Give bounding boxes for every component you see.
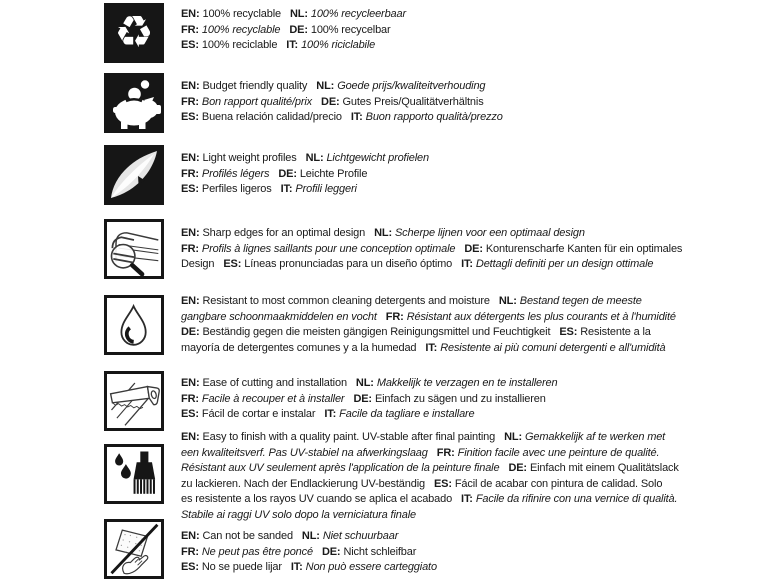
language-segment bbox=[181, 96, 312, 108]
language-segment bbox=[181, 431, 495, 443]
text-line bbox=[181, 310, 681, 326]
feature-text: 100% recyclable bbox=[201, 23, 281, 36]
language-label: NL: bbox=[305, 152, 324, 164]
text-line bbox=[181, 38, 681, 54]
language-segment bbox=[322, 546, 416, 558]
feature-descriptions bbox=[181, 529, 681, 576]
feature-text: Beständig gegen die meisten gängigen Reinigungsmittel und Feuchtigkeit bbox=[202, 326, 551, 338]
text-line bbox=[181, 167, 681, 183]
language-segment bbox=[461, 258, 653, 270]
feature-text: Easy to finish with a quality paint. UV-stable after final painting bbox=[202, 431, 496, 443]
language-segment bbox=[434, 478, 662, 490]
language-segment bbox=[181, 39, 277, 51]
feature-text: Non può essere carteggiato bbox=[305, 561, 437, 573]
magnifier-edge-icon-box bbox=[104, 219, 164, 279]
feature-text: Konturenscharfe Kanten für ein optimales bbox=[485, 242, 683, 255]
text-line bbox=[181, 529, 681, 545]
language-label: NL: bbox=[316, 80, 335, 92]
language-label: IT: bbox=[286, 39, 299, 51]
feature-descriptions bbox=[181, 376, 681, 423]
text-line bbox=[181, 79, 681, 95]
feature-text: Profils à lignes saillants pour une conception optimale bbox=[201, 242, 456, 255]
language-segment bbox=[286, 39, 375, 51]
feature-descriptions bbox=[181, 151, 681, 198]
language-segment bbox=[181, 227, 365, 239]
language-label: EN: bbox=[181, 8, 200, 20]
text-line bbox=[181, 560, 681, 576]
saw-icon-box bbox=[104, 371, 164, 431]
piggy-bank-icon bbox=[104, 73, 164, 133]
feature-text: Fácil de acabar con pintura de calidad. Solo bbox=[454, 477, 663, 490]
feature-text: 100% recycelbar bbox=[310, 23, 391, 36]
language-label: FR: bbox=[181, 23, 199, 36]
feature-text: Buena relación calidad/precio bbox=[201, 111, 342, 123]
language-segment bbox=[316, 80, 485, 92]
language-segment bbox=[290, 8, 406, 20]
feature-text: een kwaliteitsverf. Pas UV-stabiel na afwerkingslaag bbox=[181, 446, 428, 459]
feature-text: 100% reciclable bbox=[201, 39, 278, 51]
feature-text: es resistente a los rayos UV cuando se aplica el acabado bbox=[181, 493, 453, 505]
feature-text: Gemakkelijk af te werken met bbox=[525, 431, 666, 443]
feature-text: 100% riciclabile bbox=[301, 39, 376, 51]
feature-text: Profilés légers bbox=[201, 167, 270, 180]
feature-descriptions bbox=[181, 79, 681, 126]
language-segment bbox=[181, 168, 269, 180]
language-label: ES: bbox=[181, 408, 199, 420]
saw-icon bbox=[107, 374, 161, 428]
language-segment bbox=[181, 152, 297, 164]
language-segment bbox=[223, 258, 452, 270]
text-line bbox=[181, 407, 681, 423]
text-line bbox=[181, 23, 681, 39]
feature-text: Résistant aux UV seulement après l'application de la peinture finale bbox=[181, 462, 500, 474]
feature-text: Résistant aux détergents les plus courants et à l'humidité bbox=[406, 310, 676, 323]
language-label: FR: bbox=[385, 310, 404, 323]
language-segment bbox=[321, 96, 484, 108]
language-segment bbox=[559, 326, 650, 338]
language-segment bbox=[181, 377, 347, 389]
language-segment bbox=[356, 377, 558, 389]
feature-text: Light weight profiles bbox=[202, 152, 297, 164]
language-segment bbox=[181, 24, 280, 36]
language-segment bbox=[302, 530, 398, 542]
feature-descriptions bbox=[181, 294, 681, 356]
language-segment bbox=[181, 111, 342, 123]
feature-text: Nicht schleifbar bbox=[343, 545, 417, 558]
language-segment bbox=[181, 311, 377, 323]
feature-text: Goede prijs/kwaliteitverhouding bbox=[337, 80, 486, 92]
language-segment bbox=[181, 530, 293, 542]
language-segment bbox=[181, 408, 315, 420]
text-line bbox=[181, 477, 681, 493]
feature-text: Fácil de cortar e instalar bbox=[201, 408, 316, 420]
feature-text: Makkelijk te verzagen en te installeren bbox=[376, 377, 558, 389]
feature-text: Einfach zu sägen und zu installieren bbox=[374, 392, 546, 405]
language-label: IT: bbox=[280, 183, 293, 195]
feature-row-lightweight bbox=[104, 145, 704, 205]
feature-text: 100% recyclable bbox=[202, 8, 281, 20]
feature-descriptions bbox=[181, 226, 681, 273]
language-label: NL: bbox=[289, 8, 308, 20]
text-line bbox=[181, 341, 681, 357]
water-drop-icon-box bbox=[104, 295, 164, 355]
paint-brush-icon-box bbox=[104, 444, 164, 504]
language-label: DE: bbox=[278, 167, 297, 180]
text-line bbox=[181, 545, 681, 561]
language-label: ES: bbox=[181, 39, 199, 51]
language-label: DE: bbox=[321, 545, 341, 558]
text-line bbox=[181, 430, 681, 446]
feature-text: Design bbox=[181, 258, 215, 270]
language-segment bbox=[281, 183, 357, 195]
piggy-bank-icon-box bbox=[104, 73, 164, 133]
language-segment bbox=[181, 493, 452, 505]
language-label: EN: bbox=[181, 80, 200, 92]
language-segment bbox=[181, 80, 307, 92]
language-segment bbox=[425, 342, 665, 354]
language-segment bbox=[181, 295, 490, 307]
text-line bbox=[181, 182, 681, 198]
language-segment bbox=[306, 152, 429, 164]
language-segment bbox=[499, 295, 642, 307]
language-label: EN: bbox=[181, 431, 200, 443]
language-segment bbox=[461, 493, 677, 505]
feature-text: gangbare schoonmaakmiddelen en vocht bbox=[181, 310, 377, 323]
feature-text: Profili leggeri bbox=[295, 183, 357, 195]
feature-text: Lichtgewicht profielen bbox=[326, 152, 429, 164]
feature-text: Facile da rifinire con una vernice di qualità. bbox=[475, 493, 678, 505]
paint-brush-icon bbox=[107, 447, 161, 501]
feature-text: Budget friendly quality bbox=[202, 80, 308, 92]
language-segment bbox=[351, 111, 503, 123]
language-label: NL: bbox=[504, 431, 523, 443]
language-label: IT: bbox=[461, 258, 473, 270]
language-label: FR: bbox=[181, 242, 199, 255]
language-label: DE: bbox=[508, 462, 527, 474]
language-segment bbox=[278, 168, 367, 180]
text-line bbox=[181, 242, 681, 258]
text-line bbox=[181, 257, 681, 273]
language-label: NL: bbox=[374, 227, 392, 239]
language-label: DE: bbox=[289, 23, 308, 36]
text-line bbox=[181, 151, 681, 167]
language-segment bbox=[437, 447, 660, 459]
language-label: NL: bbox=[498, 295, 517, 307]
language-label: ES: bbox=[433, 477, 452, 490]
feature-text: Scherpe lijnen voor een optimaal design bbox=[395, 227, 585, 239]
language-label: FR: bbox=[181, 167, 199, 180]
feature-row-no-sanding bbox=[104, 519, 704, 579]
feature-text: Sharp edges for an optimal design bbox=[202, 227, 366, 239]
feature-text: Leichte Profile bbox=[299, 167, 368, 180]
language-label: IT: bbox=[324, 408, 337, 420]
feature-text: Finition facile avec une peinture de qualité. bbox=[457, 446, 660, 459]
language-label: FR: bbox=[181, 392, 199, 405]
language-segment bbox=[181, 393, 344, 405]
feature-row-paint-finish bbox=[104, 431, 704, 521]
text-line bbox=[181, 95, 681, 111]
text-line bbox=[181, 392, 681, 408]
feature-row-easy-cutting bbox=[104, 371, 704, 431]
language-segment bbox=[181, 447, 428, 459]
feature-text: Niet schuurbaar bbox=[322, 530, 399, 542]
feature-text: Stabile ai raggi UV solo dopo la verniciatura finale bbox=[181, 508, 416, 521]
magnifier-edge-icon bbox=[107, 222, 161, 276]
language-label: IT: bbox=[350, 111, 363, 123]
feature-text: Dettagli definiti per un design ottimale bbox=[475, 258, 654, 270]
feature-row-sharp-edges bbox=[104, 219, 704, 279]
language-segment bbox=[181, 258, 214, 270]
language-segment bbox=[181, 8, 281, 20]
language-segment bbox=[504, 431, 665, 443]
language-label: ES: bbox=[181, 561, 199, 573]
feature-text: Ease of cutting and installation bbox=[202, 377, 347, 389]
feature-descriptions bbox=[181, 7, 681, 54]
feature-text: Bestand tegen de meeste bbox=[519, 295, 642, 307]
text-line bbox=[181, 226, 681, 242]
text-line bbox=[181, 461, 681, 477]
language-segment bbox=[464, 243, 682, 255]
language-label: ES: bbox=[223, 258, 242, 270]
feature-text: Resistant to most common cleaning detergents and moisture bbox=[202, 295, 490, 307]
language-segment bbox=[181, 326, 550, 338]
language-label: EN: bbox=[181, 227, 200, 239]
water-drop-icon bbox=[107, 298, 161, 352]
feature-text: Gutes Preis/Qualitätverhältnis bbox=[342, 95, 484, 108]
language-segment bbox=[181, 561, 282, 573]
language-label: FR: bbox=[181, 545, 199, 558]
no-sanding-icon bbox=[107, 522, 161, 576]
language-segment bbox=[181, 183, 272, 195]
language-label: ES: bbox=[181, 183, 199, 195]
language-label: IT: bbox=[290, 561, 303, 573]
language-label: DE: bbox=[353, 392, 372, 405]
feature-text: Facile à recouper et à installer bbox=[201, 392, 345, 405]
language-label: EN: bbox=[181, 530, 200, 542]
language-segment bbox=[353, 393, 545, 405]
feature-text: Can not be sanded bbox=[202, 530, 293, 542]
text-line bbox=[181, 492, 681, 508]
language-label: NL: bbox=[355, 377, 374, 389]
language-segment bbox=[181, 478, 425, 490]
language-label: EN: bbox=[181, 295, 200, 307]
text-line bbox=[181, 376, 681, 392]
feather-icon bbox=[104, 145, 164, 205]
feature-row-detergent-resistant bbox=[104, 295, 704, 355]
feature-text: Ne peut pas être poncé bbox=[201, 545, 313, 558]
feature-row-recyclable bbox=[104, 3, 704, 63]
language-segment bbox=[181, 243, 455, 255]
language-label: ES: bbox=[559, 326, 578, 338]
language-segment bbox=[374, 227, 585, 239]
text-line bbox=[181, 325, 681, 341]
feature-descriptions bbox=[181, 430, 681, 523]
language-label: ES: bbox=[181, 111, 199, 123]
language-label: EN: bbox=[181, 377, 200, 389]
text-line bbox=[181, 446, 681, 462]
text-line bbox=[181, 294, 681, 310]
language-label: DE: bbox=[321, 95, 340, 108]
language-label: DE: bbox=[464, 242, 483, 255]
language-segment bbox=[508, 462, 678, 474]
language-label: EN: bbox=[181, 152, 200, 164]
language-label: NL: bbox=[301, 530, 320, 542]
language-label: DE: bbox=[181, 326, 200, 338]
feature-text: mayoría de detergentes comunes y a la humedad bbox=[181, 341, 417, 354]
feature-text: Perfiles ligeros bbox=[201, 183, 272, 195]
language-segment bbox=[181, 546, 313, 558]
feature-text: Buon rapporto qualità/prezzo bbox=[365, 111, 503, 123]
feature-row-budget-friendly bbox=[104, 73, 704, 133]
language-label: IT: bbox=[425, 341, 438, 354]
feature-text: Líneas pronunciadas para un diseño óptimo bbox=[244, 258, 453, 270]
language-segment bbox=[181, 462, 499, 474]
language-label: FR: bbox=[181, 95, 199, 108]
no-sanding-icon-box bbox=[104, 519, 164, 579]
recycle-icon-box bbox=[104, 3, 164, 63]
feature-text: zu lackieren. Nach der Endlackierung UV-beständig bbox=[181, 477, 425, 490]
feature-text: Bon rapport qualité/prix bbox=[201, 95, 313, 108]
feature-text: Resistente a la bbox=[580, 326, 651, 338]
feature-text: Facile da tagliare e installare bbox=[339, 408, 475, 420]
language-label: IT: bbox=[461, 493, 473, 505]
recycle-icon: ♻ bbox=[114, 7, 154, 58]
feature-text: Einfach mit einem Qualitätslack bbox=[529, 462, 679, 474]
text-line bbox=[181, 7, 681, 23]
language-segment bbox=[181, 342, 416, 354]
language-label: FR: bbox=[436, 446, 455, 459]
feature-text: Resistente ai più comuni detergenti e all'umidità bbox=[440, 341, 666, 354]
language-segment bbox=[289, 24, 390, 36]
language-segment bbox=[291, 561, 437, 573]
feature-text: 100% recycleerbaar bbox=[310, 8, 406, 20]
text-line bbox=[181, 110, 681, 126]
feature-text: No se puede lijar bbox=[201, 561, 282, 573]
language-segment bbox=[324, 408, 474, 420]
feather-icon-box bbox=[104, 145, 164, 205]
language-segment bbox=[386, 311, 676, 323]
